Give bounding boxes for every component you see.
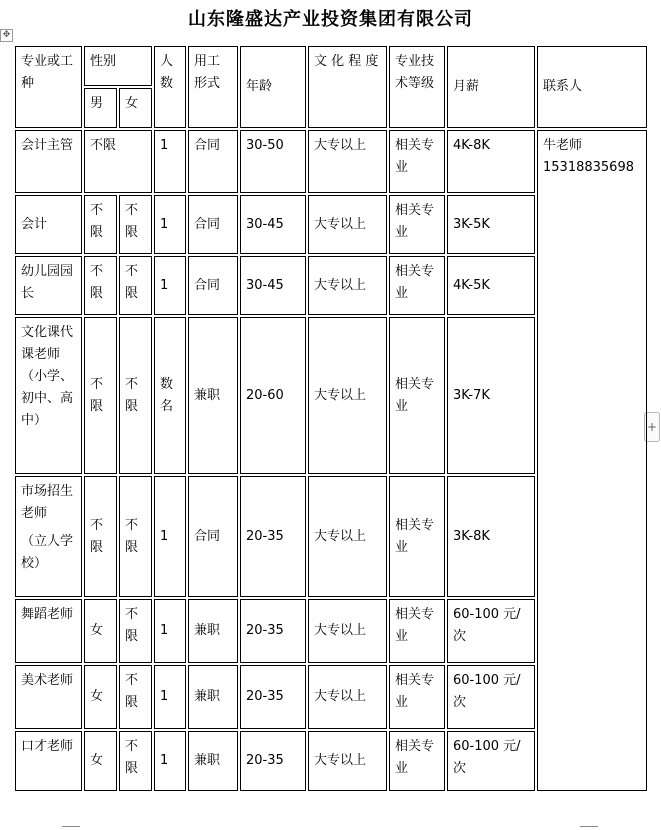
header-employment: 用工形式 — [188, 46, 238, 128]
age-cell: 20-35 — [240, 665, 306, 729]
employment-cell: 合同 — [188, 476, 238, 597]
salary-cell: 60-100 元/次 — [447, 731, 535, 791]
salary-cell: 60-100 元/次 — [447, 599, 535, 663]
skill-cell: 相关专业 — [389, 731, 445, 791]
male-cell: 不限 — [84, 476, 117, 597]
male-cell: 女 — [84, 599, 117, 663]
plus-icon[interactable]: + — [644, 412, 660, 442]
female-cell: 不限 — [119, 195, 152, 254]
count-cell: 1 — [154, 476, 186, 597]
female-cell: 不限 — [119, 731, 152, 791]
count-cell: 1 — [154, 599, 186, 663]
header-education: 文 化 程 度 — [308, 46, 387, 128]
header-salary: 月薪 — [447, 46, 535, 128]
education-cell: 大专以上 — [308, 599, 387, 663]
count-cell: 1 — [154, 256, 186, 315]
female-cell: 不限 — [119, 476, 152, 597]
header-skill: 专业技术等级 — [389, 46, 445, 128]
education-cell: 大专以上 — [308, 731, 387, 791]
education-cell: 大专以上 — [308, 130, 387, 193]
employment-cell: 兼职 — [188, 599, 238, 663]
gender-cell: 不限 — [84, 130, 152, 193]
count-cell: 1 — [154, 195, 186, 254]
job-cell — [15, 476, 82, 597]
page-edge-mark — [580, 826, 598, 827]
contact-cell — [537, 130, 647, 791]
employment-cell: 合同 — [188, 130, 238, 193]
header-age: 年龄 — [240, 46, 306, 128]
table-row — [15, 130, 647, 193]
male-cell: 女 — [84, 665, 117, 729]
move-icon[interactable]: ✥ — [0, 29, 13, 42]
job-cell: 会计 — [15, 195, 82, 254]
employment-cell: 兼职 — [188, 317, 238, 474]
employment-cell: 兼职 — [188, 731, 238, 791]
job-cell: 文化课代课老师（小学、初中、高中） — [15, 317, 82, 474]
job-title: 市场招生老师 — [21, 484, 74, 521]
job-cell: 会计主管 — [15, 130, 82, 193]
job-cell: 舞蹈老师 — [15, 599, 82, 663]
job-cell: 幼儿园园长 — [15, 256, 82, 315]
education-cell: 大专以上 — [308, 317, 387, 474]
job-cell: 美术老师 — [15, 665, 82, 729]
male-cell: 不限 — [84, 256, 117, 315]
education-cell: 大专以上 — [308, 195, 387, 254]
age-cell: 30-50 — [240, 130, 306, 193]
skill-cell: 相关专业 — [389, 599, 445, 663]
header-contact: 联系人 — [537, 46, 647, 128]
female-cell: 不限 — [119, 256, 152, 315]
salary-cell: 3K-8K — [447, 476, 535, 597]
document-title: 山东隆盛达产业投资集团有限公司 — [188, 9, 473, 30]
job-table — [13, 44, 649, 793]
skill-cell: 相关专业 — [389, 130, 445, 193]
education-cell: 大专以上 — [308, 476, 387, 597]
employment-cell: 兼职 — [188, 665, 238, 729]
employment-cell: 合同 — [188, 256, 238, 315]
age-cell: 20-35 — [240, 731, 306, 791]
male-cell: 不限 — [84, 317, 117, 474]
age-cell: 30-45 — [240, 256, 306, 315]
page-edge-mark — [62, 826, 80, 827]
contact-name: 牛老师 — [543, 138, 583, 153]
job-cell: 口才老师 — [15, 731, 82, 791]
header-job: 专业或工种 — [15, 46, 82, 128]
header-count: 人数 — [154, 46, 186, 128]
skill-cell: 相关专业 — [389, 317, 445, 474]
count-cell: 1 — [154, 731, 186, 791]
salary-cell: 3K-5K — [447, 195, 535, 254]
salary-cell: 4K-8K — [447, 130, 535, 193]
age-cell: 20-60 — [240, 317, 306, 474]
skill-cell: 相关专业 — [389, 665, 445, 729]
employment-cell: 合同 — [188, 195, 238, 254]
female-cell: 不限 — [119, 317, 152, 474]
count-cell: 1 — [154, 130, 186, 193]
skill-cell: 相关专业 — [389, 476, 445, 597]
female-cell: 不限 — [119, 665, 152, 729]
salary-cell: 60-100 元/次 — [447, 665, 535, 729]
skill-cell: 相关专业 — [389, 256, 445, 315]
header-female: 女 — [119, 88, 152, 128]
header-male: 男 — [84, 88, 117, 128]
salary-cell: 4K-5K — [447, 256, 535, 315]
job-note: （立人学校） — [21, 534, 74, 571]
count-cell: 数名 — [154, 317, 186, 474]
education-cell: 大专以上 — [308, 256, 387, 315]
contact-phone: 15318835698 — [543, 160, 634, 175]
age-cell: 30-45 — [240, 195, 306, 254]
age-cell: 20-35 — [240, 476, 306, 597]
male-cell: 女 — [84, 731, 117, 791]
female-cell: 不限 — [119, 599, 152, 663]
age-cell: 20-35 — [240, 599, 306, 663]
header-gender: 性别 — [84, 46, 152, 86]
salary-cell: 3K-7K — [447, 317, 535, 474]
education-cell: 大专以上 — [308, 665, 387, 729]
count-cell: 1 — [154, 665, 186, 729]
skill-cell: 相关专业 — [389, 195, 445, 254]
male-cell: 不限 — [84, 195, 117, 254]
